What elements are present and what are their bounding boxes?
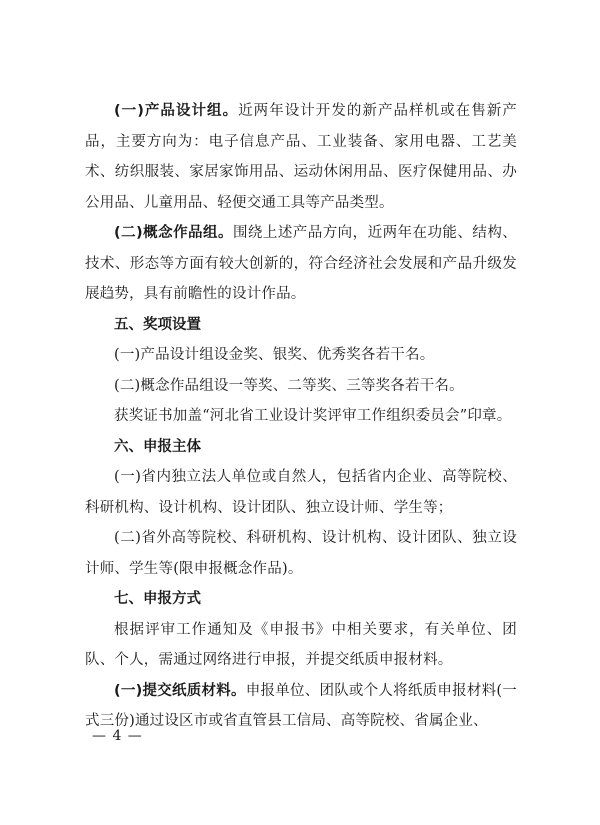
paragraph-lead: (二)概念作品组。 <box>114 225 233 241</box>
paragraph-applicants-in-province: (一)省内独立法人单位或自然人，包括省内企业、高等院校、科研机构、设计机构、设计团队、独立设计师、学生等； <box>85 469 517 516</box>
paragraph-text: 申报单位、团队或个人将纸质申报材料(一式三份)通过设区市或省直管县工信局、高等院校、省属企业、 <box>85 682 517 729</box>
paragraph-text: 围绕上述产品方向，近两年在功能、结构、技术、形态等方面有较大创新的，符合经济社会发展和产品升级发展趋势，具有前瞻性的设计作品。 <box>85 225 517 302</box>
paragraph-lead: (一)产品设计组。 <box>114 103 239 119</box>
paragraph-paper-materials <box>85 676 517 737</box>
section-heading-application-method: 七、申报方式 <box>114 591 201 607</box>
paragraph-applicants-out-province: (二)省外高等院校、科研机构、设计机构、设计团队、独立设计师、学生等(限申报概念作品)。 <box>85 530 517 577</box>
page-number: — 4 — <box>92 728 143 744</box>
paragraph-concept-work-group <box>85 218 517 310</box>
paragraph-application-online: 根据评审工作通知及《申报书》中相关要求，有关单位、团队、个人，需通过网络进行申报，并提交纸质申报材料。 <box>85 621 517 668</box>
paragraph-awards-product: (一)产品设计组设金奖、银奖、优秀奖各若干名。 <box>114 347 435 363</box>
page-body <box>85 96 517 737</box>
paragraph-text: 近两年设计开发的新产品样机或在售新产品，主要方向为：电子信息产品、工业装备、家用电器、工艺美术、纺织服装、家居家饰用品、运动休闲用品、医疗保健用品、办公用品、儿童用品、轻便交通工具等产品类型。 <box>85 103 517 211</box>
paragraph-lead: (一)提交纸质材料。 <box>114 682 246 699</box>
section-heading-awards: 五、奖项设置 <box>114 316 201 333</box>
section-heading-applicants: 六、申报主体 <box>114 438 201 455</box>
paragraph-product-design-group <box>85 96 517 218</box>
paragraph-awards-concept: (二)概念作品组设一等奖、二等奖、三等奖各若干名。 <box>114 377 464 394</box>
paragraph-certificate-seal: 获奖证书加盖“河北省工业设计奖评审工作组织委员会”印章。 <box>114 408 512 424</box>
